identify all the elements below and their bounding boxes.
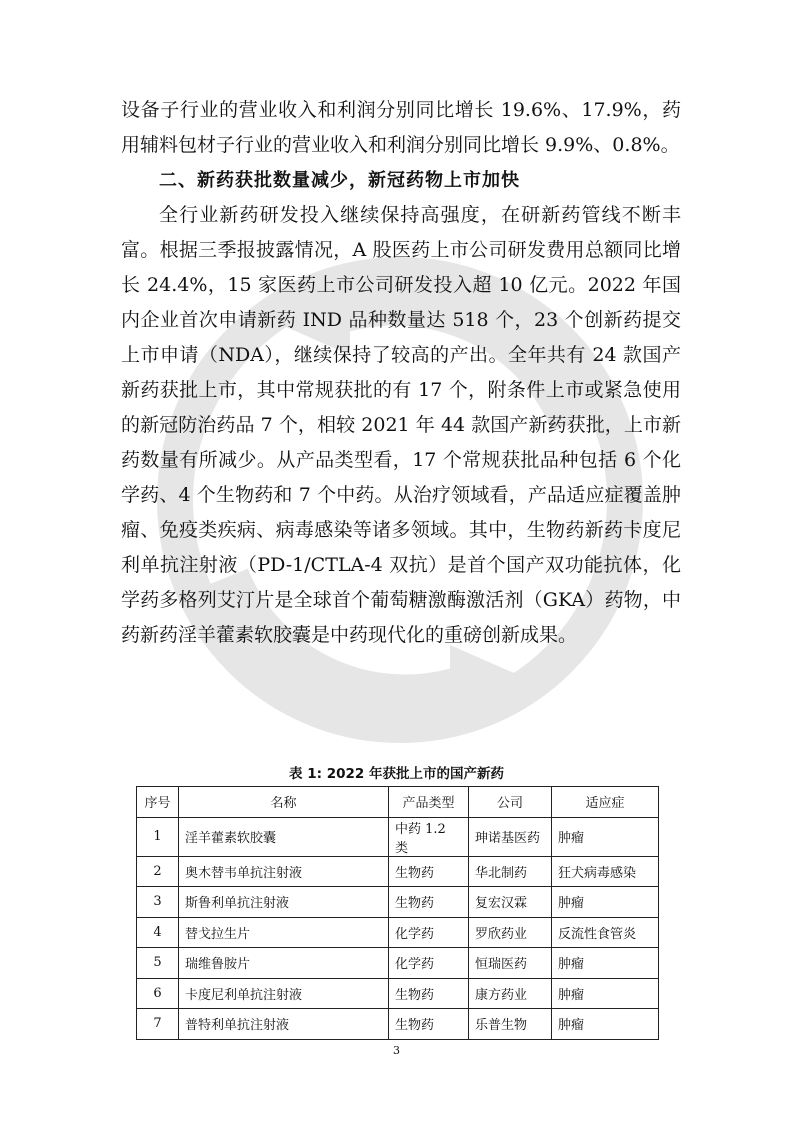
cell-company: 恒瑞医药 [469, 948, 552, 979]
cell-type: 生物药 [389, 887, 469, 918]
page-number: 3 [393, 1044, 400, 1057]
cell-company: 复宏汉霖 [469, 887, 552, 918]
cell-index: 1 [137, 817, 179, 856]
cell-indication: 肿瘤 [552, 948, 659, 979]
table-header-row [137, 787, 659, 818]
header-company: 公司 [469, 787, 552, 818]
table-row [137, 887, 659, 918]
cell-name: 卡度尼利单抗注射液 [179, 978, 389, 1009]
table-row [137, 856, 659, 887]
cell-indication: 肿瘤 [552, 1009, 659, 1040]
paragraph-2: 全行业新药研发投入继续保持高强度，在研新药管线不断丰富。根据三季报披露情况，A 股医药上市公司研发费用总额同比增长 24.4%，15 家医药上市公司研发投入超 10 亿元。2022 年国内企业首次申请新药 IND 品种数量达 518 个，23 个创新药提交上市申请（NDA），继续保持了较高的产出。全年共有 24 款国产新药获批上市，其中常规获批的有 17 个，附条件上市或紧急使用的新冠防治药品 7 个，相较 2021 年 44 款国产新药获批，上市新药数量有所减少。从产品类型看，17 个常规获批品种包括 6 个化学药、4 个生物药和 7 个中药。从治疗领域看，产品适应症覆盖肿瘤、免疫类疾病、病毒感染等诸多领域。其中，生物药新药卡度尼利单抗注射液（PD-1/CTLA-4 双抗）是首个国产双功能抗体，化学药多格列艾汀片是全球首个葡萄糖激酶激活剂（GKA）药物，中药新药淫羊藿素软胶囊是中药现代化的重磅创新成果。 [121, 204, 681, 646]
cell-type: 生物药 [389, 856, 469, 887]
cell-name: 淫羊藿素软胶囊 [179, 817, 389, 856]
new-drugs-table [136, 786, 659, 1040]
cell-name: 替戈拉生片 [179, 917, 389, 948]
paragraph-1-line-1: 设备子行业的营业收入和利润分别同比增长 19.6%、17.9%，药 [121, 99, 681, 121]
cell-type: 中药 1.2 类 [389, 817, 469, 856]
header-indication: 适应症 [552, 787, 659, 818]
cell-index: 6 [137, 978, 179, 1009]
cell-name: 奥木替韦单抗注射液 [179, 856, 389, 887]
table-row [137, 978, 659, 1009]
cell-indication: 肿瘤 [552, 817, 659, 856]
cell-company: 罗欣药业 [469, 917, 552, 948]
cell-company: 康方药业 [469, 978, 552, 1009]
cell-index: 2 [137, 856, 179, 887]
cell-company: 华北制药 [469, 856, 552, 887]
cell-type: 化学药 [389, 948, 469, 979]
section-heading: 二、新药获批数量减少，新冠药物上市加快 [159, 170, 520, 191]
header-name: 名称 [179, 787, 389, 818]
table-row [137, 1009, 659, 1040]
cell-index: 3 [137, 887, 179, 918]
cell-index: 5 [137, 948, 179, 979]
table-row [137, 917, 659, 948]
main-text [121, 93, 681, 653]
cell-name: 普特利单抗注射液 [179, 1009, 389, 1040]
cell-indication: 反流性食管炎 [552, 917, 659, 948]
cell-indication: 肿瘤 [552, 887, 659, 918]
table-row [137, 948, 659, 979]
cell-type: 化学药 [389, 917, 469, 948]
cell-index: 4 [137, 917, 179, 948]
cell-name: 瑞维鲁胺片 [179, 948, 389, 979]
cell-indication: 肿瘤 [552, 978, 659, 1009]
cell-company: 乐普生物 [469, 1009, 552, 1040]
cell-type: 生物药 [389, 1009, 469, 1040]
cell-type: 生物药 [389, 978, 469, 1009]
cell-indication: 狂犬病毒感染 [552, 856, 659, 887]
table-row [137, 817, 659, 856]
cell-name: 斯鲁利单抗注射液 [179, 887, 389, 918]
table-caption: 表 1: 2022 年获批上市的国产新药 [289, 766, 504, 782]
header-index: 序号 [137, 787, 179, 818]
cell-index: 7 [137, 1009, 179, 1040]
header-type: 产品类型 [389, 787, 469, 818]
paragraph-1-line-2: 用辅料包材子行业的营业收入和利润分别同比增长 9.9%、0.8%。 [121, 134, 680, 156]
cell-company: 珅诺基医药 [469, 817, 552, 856]
